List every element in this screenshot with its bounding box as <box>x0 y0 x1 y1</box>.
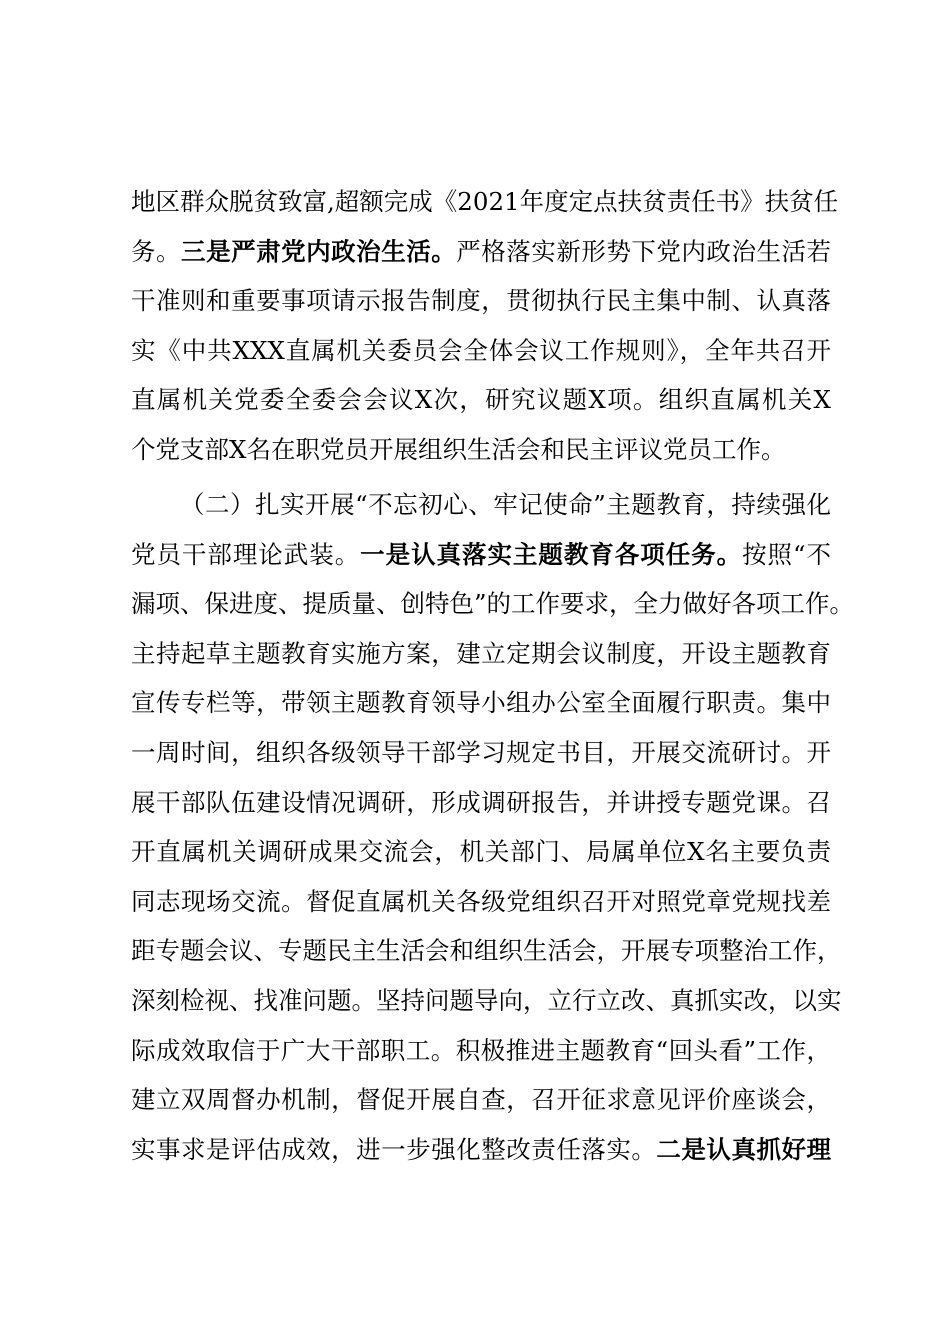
body-text: 距专题会议、专题民主生活会和组织生活会，开展专项整治工作， <box>131 936 842 966</box>
body-text: 展干部队伍建设情况调研，形成调研报告，并讲授专题党课。召 <box>131 787 831 817</box>
body-text: 干准则和重要事项请示报告制度，贯彻执行民主集中制、认真落 <box>131 286 831 316</box>
body-text: （二）扎实开展“不忘初心、牢记使命”主题教育，持续强化 <box>180 490 831 519</box>
text-line <box>131 375 831 425</box>
body-text: 主持起草主题教育实施方案，建立定期会议制度，开设主题教育 <box>131 638 831 668</box>
body-text: 党员干部理论武装。 <box>131 539 361 569</box>
body-text: 直属机关党委全委会会议X次，研究议题X项。组织直属机关X <box>131 385 831 415</box>
body-text: 漏项、保进度、提质量、创特色”的工作要求，全力做好各项工作。 <box>131 589 855 619</box>
text-line <box>131 425 831 475</box>
text-line <box>131 877 831 927</box>
text-line <box>131 678 831 728</box>
paragraph-1 <box>131 177 839 475</box>
text-line <box>131 1026 831 1076</box>
bold-heading-text: 一是认真落实主题教育各项任务。 <box>360 539 743 569</box>
body-text: 按照“不 <box>742 539 832 569</box>
text-line <box>131 976 842 1026</box>
body-text: 开直属机关调研成果交流会，机关部门、局属单位X名主要负责 <box>131 837 831 867</box>
bold-heading-text: 三是严肃党内政治生活。 <box>181 236 457 266</box>
body-text: 际成效取信于广大干部职工。积极推进主题教育“回头看”工作， <box>131 1035 831 1065</box>
text-line <box>131 480 831 530</box>
body-text: 个党支部X名在职党员开展组织生活会和民主评议党员工作。 <box>131 434 786 464</box>
body-text: 宣传专栏等，带领主题教育领导小组办公室全面履行职责。集中 <box>131 688 831 718</box>
text-line <box>131 326 831 376</box>
text-line <box>131 530 831 580</box>
body-text: 地区群众脱贫致富,超额完成《2021年度定点扶贫责任书》扶贫任 <box>131 187 839 216</box>
text-line <box>131 1125 831 1175</box>
body-text: 严格落实新形势下党内政治生活若 <box>456 236 832 266</box>
body-text: 深刻检视、找准问题。坚持问题导向，立行立改、真抓实改，以实 <box>131 985 842 1015</box>
body-text: 同志现场交流。督促直属机关各级党组织召开对照党章党规找差 <box>131 886 831 916</box>
text-line <box>131 629 831 679</box>
body-text: 实《中共XXX直属机关委员会全体会议工作规则》，全年共召开 <box>131 335 831 365</box>
text-line <box>131 827 831 877</box>
body-text: 一周时间，组织各级领导干部学习规定书目，开展交流研讨。开 <box>131 737 831 767</box>
text-line <box>131 227 831 277</box>
text-line <box>131 1075 831 1125</box>
text-line <box>131 778 831 828</box>
body-text: 实事求是评估成效，进一步强化整改责任落实。 <box>131 1134 657 1164</box>
text-line <box>131 276 831 326</box>
text-line <box>131 579 855 629</box>
body-text: 建立双周督办机制，督促开展自查，召开征求意见评价座谈会， <box>131 1085 831 1115</box>
bold-heading-text: 二是认真抓好理 <box>656 1134 832 1164</box>
body-text: 务。 <box>131 236 182 266</box>
text-line <box>131 728 831 778</box>
text-line <box>131 926 842 976</box>
paragraph-2 <box>131 480 855 1174</box>
text-line <box>131 177 839 227</box>
